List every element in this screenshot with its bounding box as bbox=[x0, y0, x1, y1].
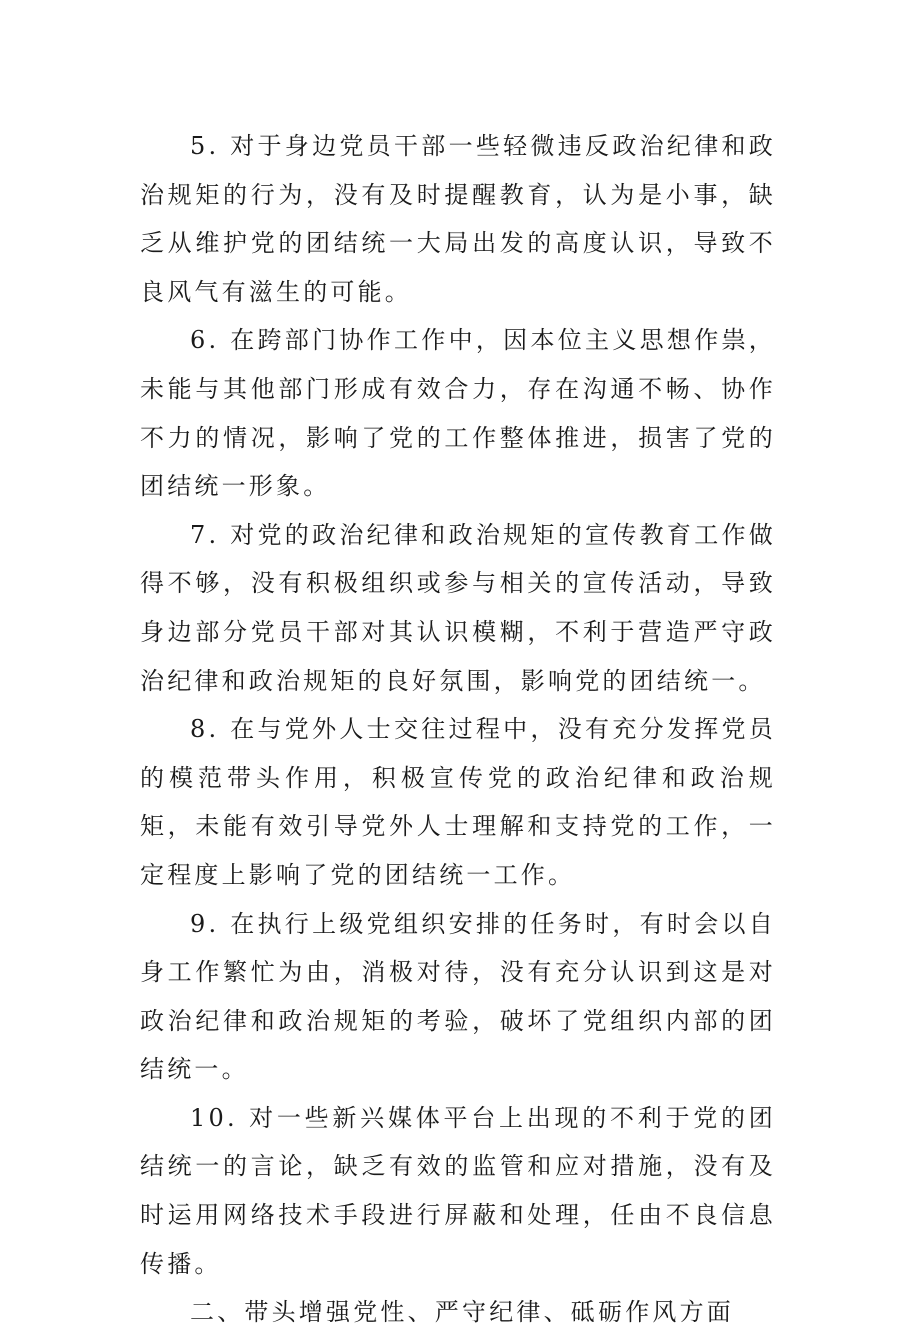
paragraph-item-6: 6. 在跨部门协作工作中，因本位主义思想作祟，未能与其他部门形成有效合力，存在沟通不畅、协作不力的情况，影响了党的工作整体推进，损害了党的团结统一形象。 bbox=[140, 326, 776, 501]
paragraph-item-9: 9. 在执行上级党组织安排的任务时，有时会以自身工作繁忙为由，消极对待，没有充分认识到这是对政治纪律和政治规矩的考验，破坏了党组织内部的团结统一。 bbox=[140, 909, 776, 1084]
section-heading: 二、带头增强党性、严守纪律、砥砺作风方面 bbox=[190, 1298, 734, 1327]
paragraph-item-7: 7. 对党的政治纪律和政治规矩的宣传教育工作做得不够，没有积极组织或参与相关的宣传活动，导致身边部分党员干部对其认识模糊，不利于营造严守政治纪律和政治规矩的良好氛围，影响党的团结统一。 bbox=[140, 520, 776, 695]
document-body bbox=[140, 122, 776, 1337]
paragraph-item-5: 5. 对于身边党员干部一些轻微违反政治纪律和政治规矩的行为，没有及时提醒教育，认为是小事，缺乏从维护党的团结统一大局出发的高度认识，导致不良风气有滋生的可能。 bbox=[140, 132, 776, 306]
paragraph-item-8: 8. 在与党外人士交往过程中，没有充分发挥党员的模范带头作用，积极宣传党的政治纪律和政治规矩，未能有效引导党外人士理解和支持党的工作，一定程度上影响了党的团结统一工作。 bbox=[140, 715, 776, 889]
paragraph-item-10: 10. 对一些新兴媒体平台上出现的不利于党的团结统一的言论，缺乏有效的监管和应对措施，没有及时运用网络技术手段进行屏蔽和处理，任由不良信息传播。 bbox=[140, 1103, 776, 1278]
